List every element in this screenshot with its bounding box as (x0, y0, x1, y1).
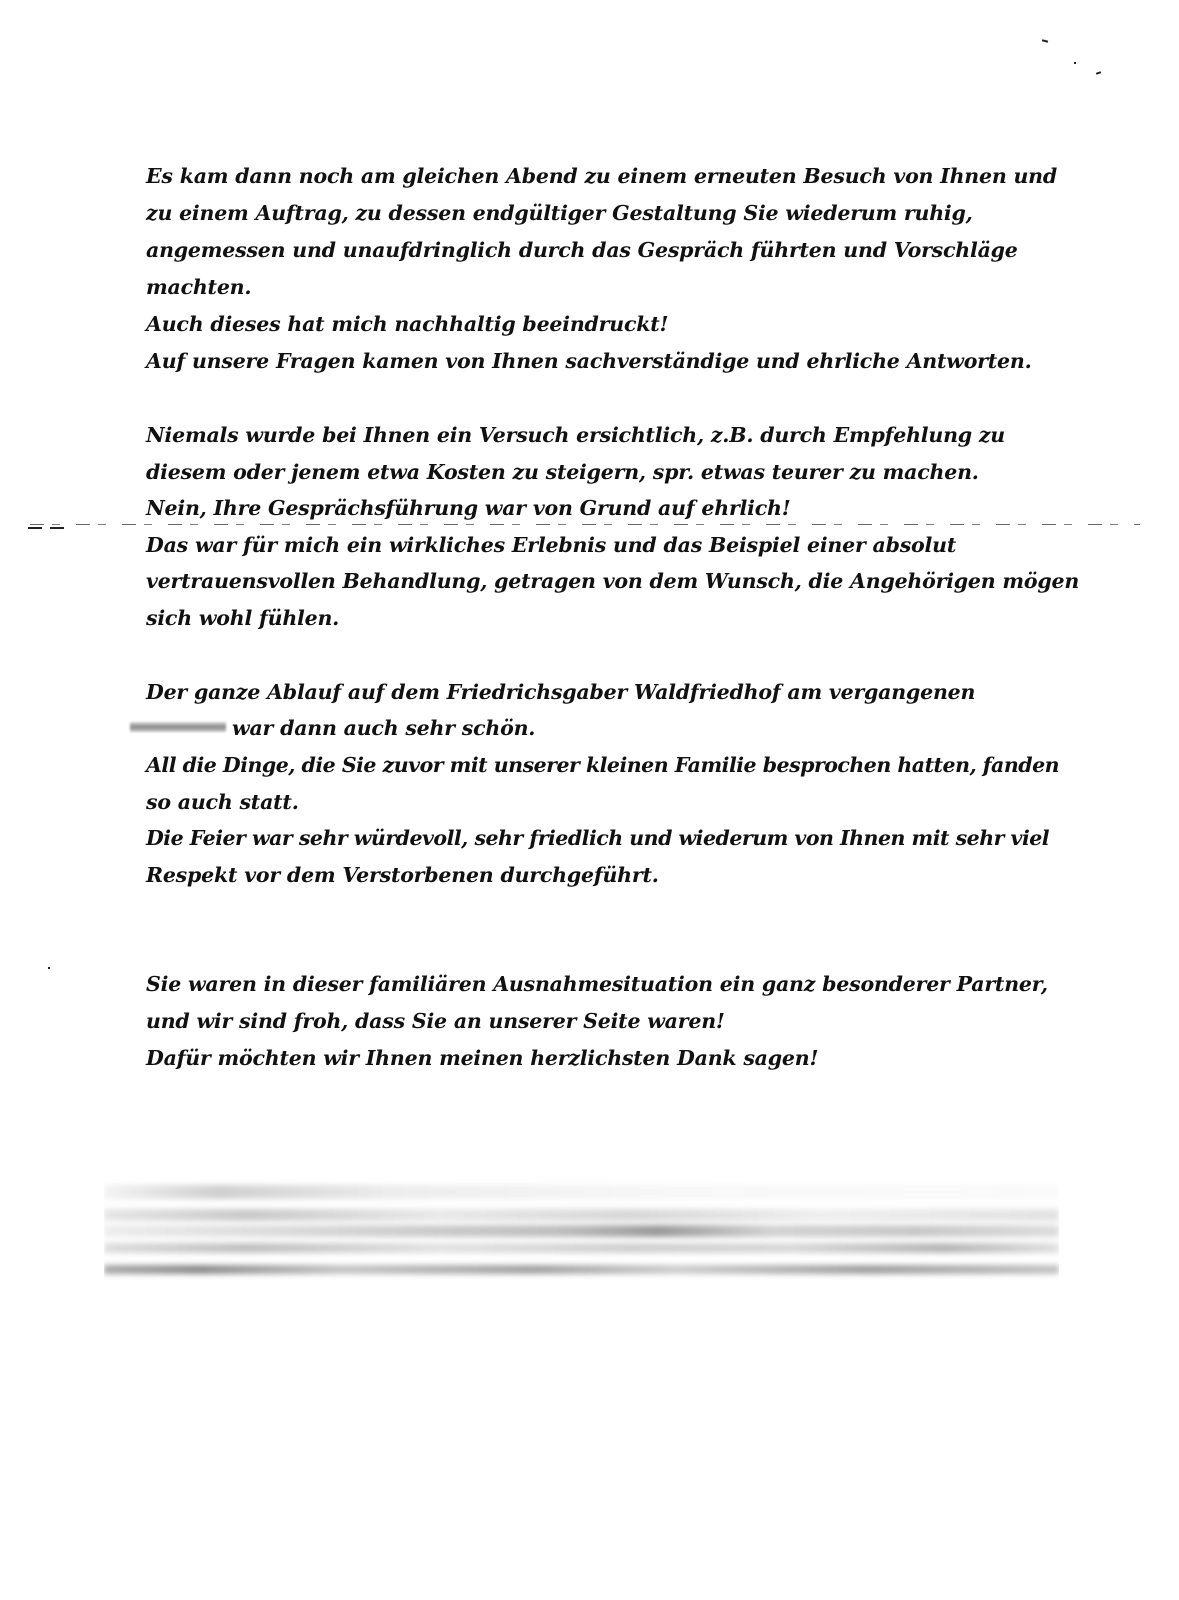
paragraph-3-line-2: war dann auch sehr schön. (232, 716, 536, 740)
scan-speck (1042, 39, 1048, 42)
paragraph-4-line-1: Sie waren in dieser familiären Ausnahmesituation ein ganz besonderer Partner, (146, 972, 1048, 996)
paragraph-1-line-2: zu einem Auftrag, zu dessen endgültiger Gestaltung Sie wiederum ruhig, (146, 201, 973, 225)
paragraph-2-line-3: Nein, Ihre Gesprächsführung war von Grund auf ehrlich! (146, 496, 791, 520)
paragraph-1-line-3: angemessen und unaufdringlich durch das Gespräch führten und Vorschläge (146, 238, 1018, 262)
scan-speck (1074, 62, 1076, 64)
paragraph-3-line-5: Die Feier war sehr würdevoll, sehr friedlich und wiederum von Ihnen mit sehr viel (146, 826, 1050, 850)
paragraph-2-line-1: Niemals wurde bei Ihnen ein Versuch ersichtlich, z.B. durch Empfehlung zu (146, 423, 1006, 447)
scan-artifact-line (30, 524, 1140, 525)
redacted-signature-band (104, 1185, 1059, 1199)
redacted-signature-band (104, 1209, 1059, 1221)
paragraph-4-line-2: und wir sind froh, dass Sie an unserer Seite waren! (146, 1009, 725, 1033)
paragraph-2-line-5: vertrauensvollen Behandlung, getragen von dem Wunsch, die Angehörigen mögen (146, 569, 1080, 593)
scan-artifact-line (28, 527, 66, 529)
scan-speck (1096, 71, 1101, 75)
paragraph-1-line-5: Auch dieses hat mich nachhaltig beeindruckt! (146, 312, 669, 336)
redacted-date (130, 722, 226, 732)
scan-speck (48, 967, 50, 969)
paragraph-2-line-6: sich wohl fühlen. (146, 606, 340, 630)
redacted-signature-band (104, 1225, 1059, 1237)
paragraph-3-line-4: so auch statt. (146, 790, 299, 814)
paragraph-2-line-2: diesem oder jenem etwa Kosten zu steigern, spr. etwas teurer zu machen. (146, 460, 979, 484)
redacted-signature-band (104, 1265, 1059, 1274)
paragraph-2-line-4: Das war für mich ein wirkliches Erlebnis und das Beispiel einer absolut (146, 533, 957, 557)
paragraph-1-line-4: machten. (146, 275, 252, 299)
paragraph-4-line-3: Dafür möchten wir Ihnen meinen herzlichsten Dank sagen! (146, 1046, 819, 1070)
redacted-signature-block (104, 1165, 1059, 1290)
paragraph-3-line-3: All die Dinge, die Sie zuvor mit unserer kleinen Familie besprochen hatten, fanden (146, 753, 1060, 777)
paragraph-1-line-6: Auf unsere Fragen kamen von Ihnen sachverständige und ehrliche Antworten. (146, 349, 1032, 373)
redacted-signature-band (104, 1243, 1059, 1253)
paragraph-1-line-1: Es kam dann noch am gleichen Abend zu einem erneuten Besuch von Ihnen und (146, 164, 1058, 188)
paragraph-3-line-6: Respekt vor dem Verstorbenen durchgeführt. (146, 863, 659, 887)
paragraph-3-line-1: Der ganze Ablauf auf dem Friedrichsgaber Waldfriedhof am vergangenen (146, 680, 976, 704)
